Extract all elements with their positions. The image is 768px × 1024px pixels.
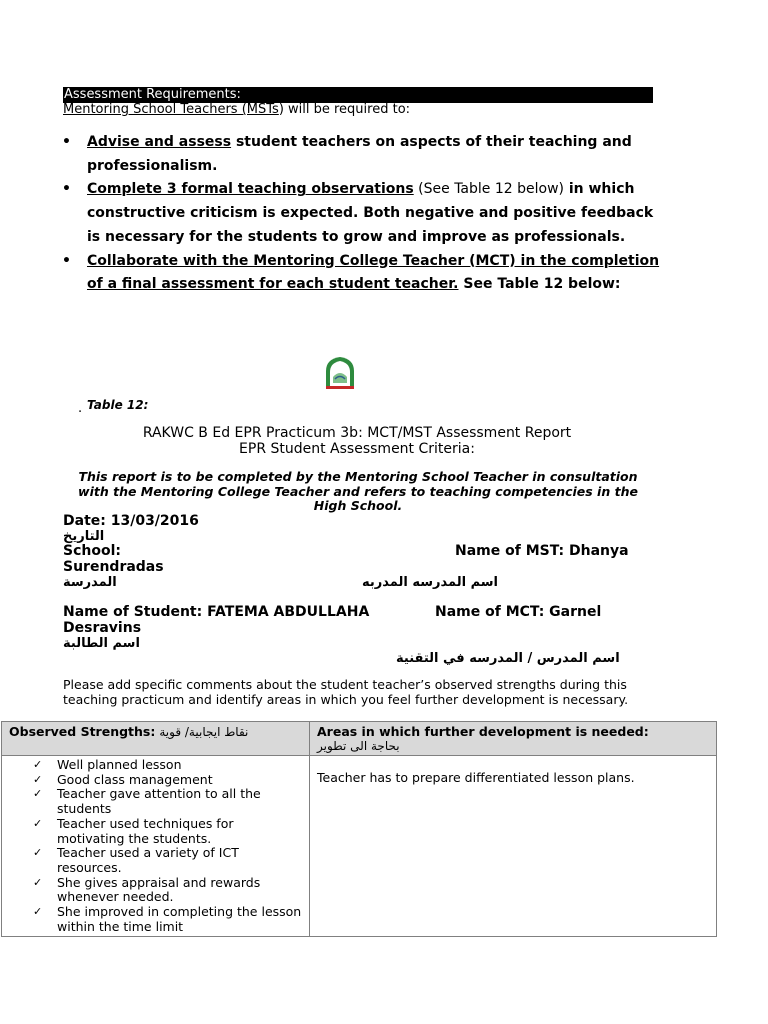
list-item: ✓ She improved in completing the lesson within the time limit xyxy=(33,904,302,934)
college-crest-logo xyxy=(322,355,358,391)
assessment-requirements-heading: Assessment Requirements: xyxy=(63,87,653,103)
development-cell xyxy=(310,756,717,937)
mct-name-field: Name of MCT: Garnel xyxy=(435,604,602,620)
strengths-header-arabic: نقاط ايجابية/ قوية xyxy=(159,725,249,739)
comment-instructions: Please add specific comments about the student teacher’s observed strengths during this teaching practicum and identify areas in which you feel further development is necessary. xyxy=(63,677,629,707)
school-arabic-label: المدرسة xyxy=(63,575,117,590)
list-item: ✓ Teacher gave attention to all the students xyxy=(33,786,261,817)
development-comment: Teacher has to prepare differentiated lesson plans. xyxy=(317,770,635,785)
list-item: • Collaborate with the Mentoring College Teacher (MCT) in the completion of a final assessment for each student teacher. See Table 12 below: xyxy=(62,250,662,297)
list-item: • Complete 3 formal teaching observations (See Table 12 below) in which constructive criticism is expected. Both negative and positive feedback is necessary for the students to grow and improve as professionals. xyxy=(62,178,662,249)
mct-name-continued: Desravins xyxy=(63,620,142,636)
report-subtitle: EPR Student Assessment Criteria: xyxy=(239,441,475,457)
list-item: ✓ Good class management xyxy=(33,771,213,787)
development-header-arabic: بحاجة الى تطوير xyxy=(317,739,400,753)
school-field: School: xyxy=(63,543,121,559)
strengths-header-cell: Observed Strengths: نقاط ايجابية/ قوية xyxy=(2,722,310,756)
intro-line: Mentoring School Teachers (MSTs) will be required to: xyxy=(63,102,411,117)
strengths-list xyxy=(9,758,302,934)
check-mark-icon: ✓ xyxy=(33,846,43,860)
report-title: RAKWC B Ed EPR Practicum 3b: MCT/MST Assessment Report xyxy=(142,425,572,441)
list-item: ✓ She gives appraisal and rewards whenever needed. xyxy=(33,874,261,905)
check-mark-icon: ✓ xyxy=(33,772,43,786)
mst-arabic-label: اسم المدرسه المدربه xyxy=(362,575,499,590)
student-name-field: Name of Student: FATEMA ABDULLAHA xyxy=(63,604,370,620)
list-item: • Advise and assess student teachers on aspects of their teaching and professionalism. xyxy=(62,131,662,178)
list-item: ✓ Teacher used techniques for motivating the students. xyxy=(33,815,234,846)
mst-name-field: Name of MST: Dhanya xyxy=(455,543,629,559)
check-mark-icon: ✓ xyxy=(33,787,43,801)
mst-term: Mentoring School Teachers (MSTs xyxy=(63,102,279,117)
student-arabic-label: اسم الطالبة xyxy=(63,636,140,651)
table-caption: Table 12: xyxy=(87,398,149,412)
report-instructions: This report is to be completed by the Mentoring School Teacher in consultation with the Mentoring College Teacher and refers to teaching competencies in the High School. xyxy=(78,469,638,513)
check-mark-icon: ✓ xyxy=(33,816,43,830)
date-arabic-label: التاريخ xyxy=(63,529,105,544)
stray-dot: . xyxy=(78,401,83,416)
development-header-cell: Areas in which further development is needed: بحاجة الى تطوير xyxy=(310,722,717,756)
date-field: Date: 13/03/2016 xyxy=(63,513,199,529)
check-mark-icon: ✓ xyxy=(33,758,43,771)
check-mark-icon: ✓ xyxy=(33,875,43,889)
observation-table xyxy=(1,721,717,937)
strengths-cell xyxy=(2,756,310,937)
check-mark-icon: ✓ xyxy=(33,905,43,919)
mct-arabic-label: اسم المدرس / المدرسه في التقنية xyxy=(396,651,620,666)
list-item: ✓ Well planned lesson xyxy=(33,757,182,772)
mst-name-continued: Surendradas xyxy=(63,559,164,575)
requirements-list xyxy=(62,131,662,297)
list-item: ✓ Teacher used a variety of ICT resources. xyxy=(33,845,239,875)
